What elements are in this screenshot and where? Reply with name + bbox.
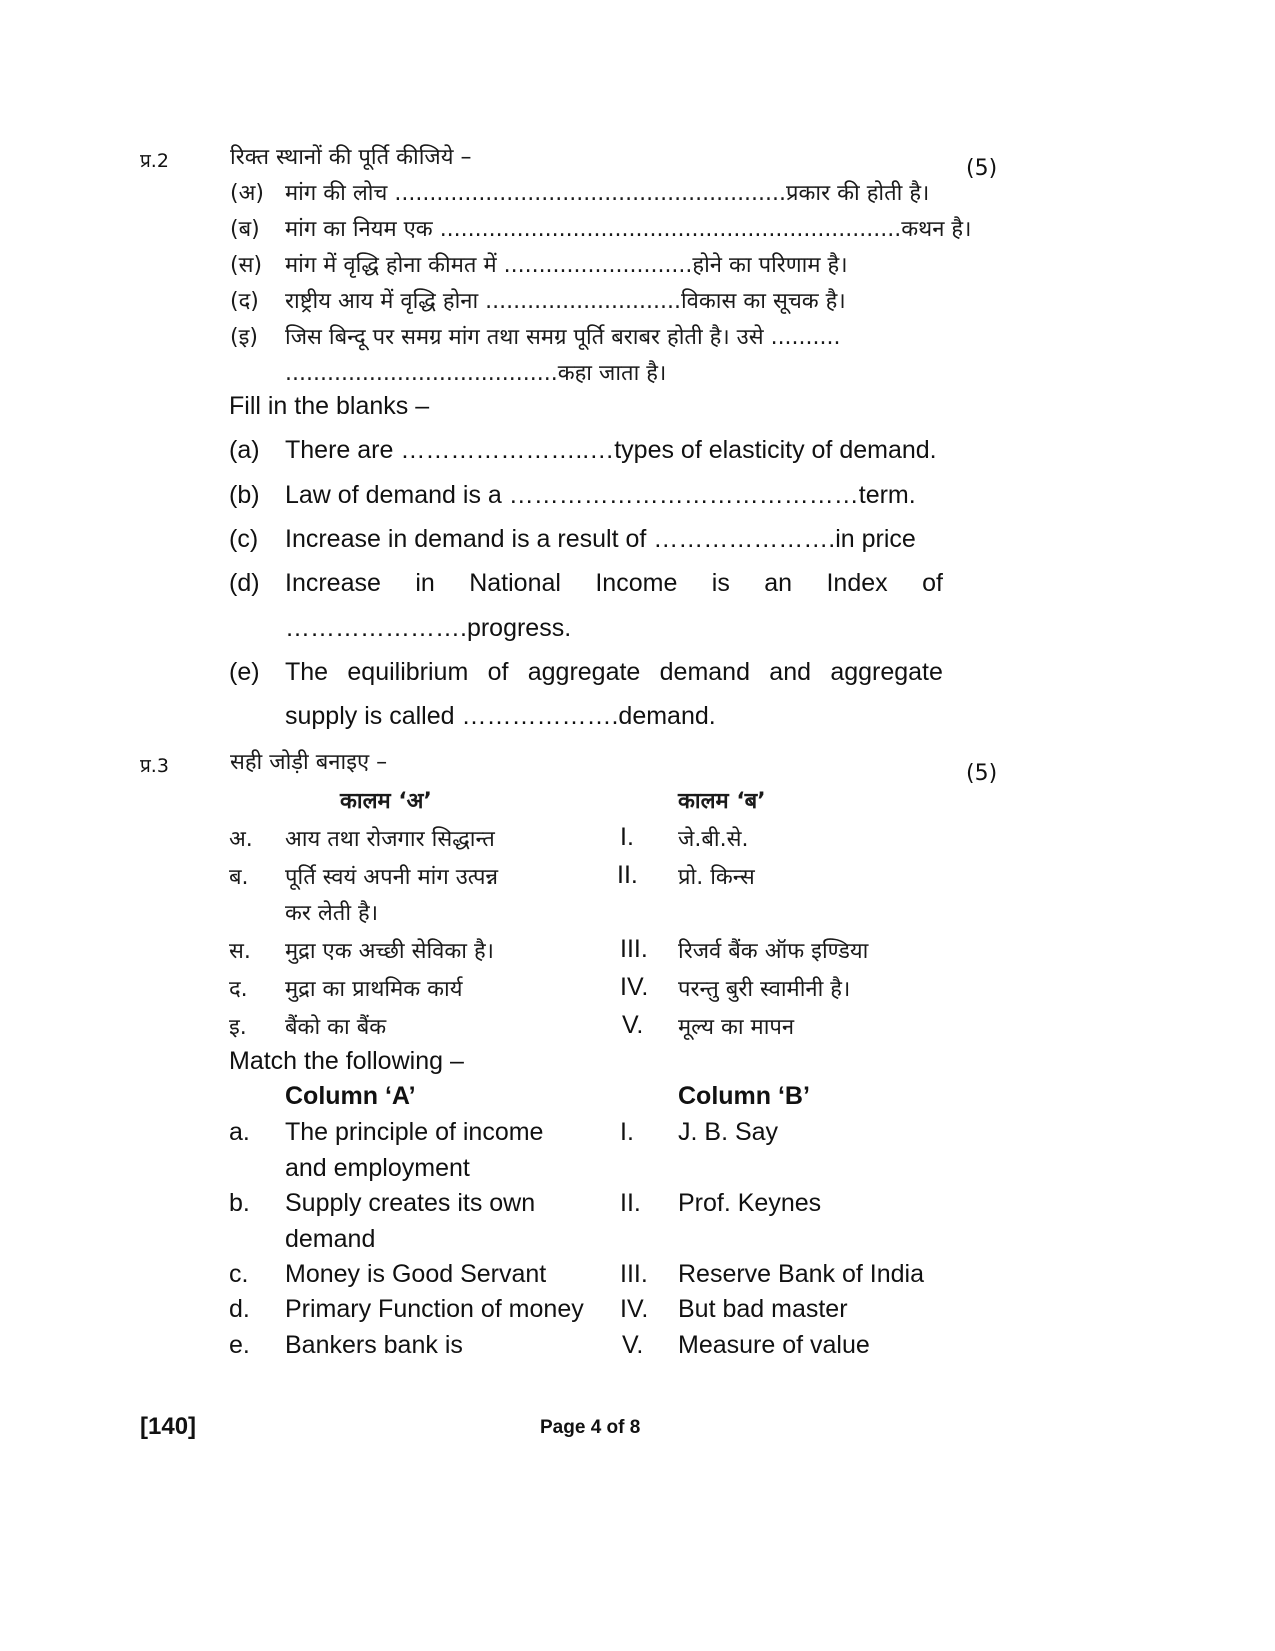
match-item-a-continued: demand bbox=[285, 1225, 376, 1253]
hindi-item-label: (द) bbox=[230, 289, 259, 314]
word: and bbox=[769, 658, 812, 686]
hindi-item-text: मांग में वृद्धि होना कीमत में ...........................होने का परिणाम है। bbox=[285, 253, 848, 278]
match-item-b: Measure of value bbox=[678, 1331, 870, 1359]
word: of bbox=[487, 658, 509, 686]
match-item-a: पूर्ति स्वयं अपनी मांग उत्पन्न bbox=[285, 865, 499, 890]
english-instruction: Fill in the blanks – bbox=[229, 392, 430, 420]
english-instruction: Match the following – bbox=[229, 1047, 464, 1075]
match-item-a-continued: and employment bbox=[285, 1154, 470, 1182]
match-label-b: V. bbox=[622, 1331, 644, 1359]
match-label-a: द. bbox=[229, 977, 248, 1002]
word: an bbox=[764, 569, 793, 597]
english-item-label: (e) bbox=[229, 658, 260, 686]
match-item-a: Bankers bank is bbox=[285, 1331, 463, 1359]
match-label-a: ब. bbox=[229, 865, 249, 890]
match-item-a: मुद्रा एक अच्छी सेविका है। bbox=[285, 939, 495, 964]
hindi-item-text-continued: .......................................कहा जाता है। bbox=[285, 361, 667, 386]
hindi-item-text: राष्ट्रीय आय में वृद्धि होना ............................विकास का सूचक है। bbox=[285, 289, 846, 314]
hindi-instruction: सही जोड़ी बनाइए – bbox=[230, 750, 388, 775]
word: Index bbox=[826, 569, 888, 597]
question-number: प्र.3 bbox=[140, 755, 169, 777]
english-item-label: (a) bbox=[229, 436, 260, 464]
match-label-a: a. bbox=[229, 1118, 250, 1146]
word: The bbox=[285, 658, 329, 686]
english-item-label: (d) bbox=[229, 569, 260, 597]
english-item-text bbox=[285, 569, 943, 598]
match-label-b: III. bbox=[620, 1260, 648, 1288]
word: in bbox=[415, 569, 435, 597]
match-item-b: परन्तु बुरी स्वामीनी है। bbox=[678, 977, 851, 1002]
word: Increase bbox=[285, 569, 381, 597]
word: Income bbox=[595, 569, 678, 597]
match-label-a: स. bbox=[229, 939, 251, 964]
match-item-a: मुद्रा का प्राथमिक कार्य bbox=[285, 977, 463, 1002]
question-number: प्र.2 bbox=[140, 150, 169, 172]
english-column-b-header: Column ‘B’ bbox=[678, 1082, 810, 1110]
match-item-b: प्रो. किन्स bbox=[678, 865, 755, 890]
match-item-b: Reserve Bank of India bbox=[678, 1260, 924, 1288]
match-label-b: V. bbox=[622, 1011, 644, 1039]
english-column-a-header: Column ‘A’ bbox=[285, 1082, 416, 1110]
paper-code: [140] bbox=[140, 1413, 197, 1440]
match-label-b: I. bbox=[620, 1118, 634, 1146]
word: aggregate bbox=[830, 658, 943, 686]
hindi-item-text: मांग का नियम एक ..................................................................कथन है। bbox=[285, 217, 972, 242]
hindi-column-b-header: कालम ‘ब’ bbox=[678, 789, 766, 814]
word: is bbox=[711, 569, 730, 597]
match-item-b: जे.बी.से. bbox=[678, 827, 749, 852]
page-number: Page 4 of 8 bbox=[540, 1417, 641, 1438]
word: aggregate bbox=[527, 658, 641, 686]
match-item-a: Primary Function of money bbox=[285, 1295, 584, 1323]
hindi-instruction: रिक्त स्थानों की पूर्ति कीजिये – bbox=[230, 145, 472, 170]
match-item-a: The principle of income bbox=[285, 1118, 544, 1146]
english-item-label: (c) bbox=[229, 525, 259, 553]
word: of bbox=[922, 569, 943, 597]
match-item-a: आय तथा रोजगार सिद्धान्त bbox=[285, 827, 495, 852]
hindi-item-label: (ब) bbox=[230, 217, 260, 242]
word: demand bbox=[659, 658, 750, 686]
match-item-a-continued: कर लेती है। bbox=[285, 901, 379, 926]
match-item-b: But bad master bbox=[678, 1295, 848, 1323]
match-label-a: b. bbox=[229, 1189, 250, 1217]
english-item-text: There are …………………..…types of elasticity of demand. bbox=[285, 436, 937, 464]
match-label-b: I. bbox=[620, 823, 634, 851]
english-item-text-continued: supply is called ……………….demand. bbox=[285, 702, 716, 730]
question-marks: (5) bbox=[966, 156, 998, 181]
match-label-a: अ. bbox=[229, 827, 253, 852]
match-label-a: d. bbox=[229, 1295, 250, 1323]
question-marks: (5) bbox=[966, 761, 998, 786]
english-item-text: Law of demand is a ……………………………………term. bbox=[285, 481, 916, 509]
english-item-text bbox=[285, 658, 943, 687]
english-item-label: (b) bbox=[229, 481, 260, 509]
match-item-b: रिजर्व बैंक ऑफ इण्डिया bbox=[678, 939, 869, 964]
match-item-b: मूल्य का मापन bbox=[678, 1015, 795, 1040]
match-item-b: J. B. Say bbox=[678, 1118, 779, 1146]
match-label-b: III. bbox=[620, 935, 648, 963]
hindi-item-label: (इ) bbox=[230, 325, 258, 350]
match-item-a: बैंको का बैंक bbox=[285, 1015, 387, 1040]
word: National bbox=[469, 569, 561, 597]
match-label-a: इ. bbox=[229, 1015, 247, 1040]
match-item-a: Money is Good Servant bbox=[285, 1260, 547, 1288]
hindi-item-text: मांग की लोच ........................................................प्रकार की होती है। bbox=[285, 181, 930, 206]
hindi-item-label: (अ) bbox=[230, 181, 264, 206]
match-label-a: c. bbox=[229, 1260, 249, 1288]
word: equilibrium bbox=[347, 658, 469, 686]
match-label-b: II. bbox=[617, 861, 638, 889]
match-label-a: e. bbox=[229, 1331, 250, 1359]
match-item-b: Prof. Keynes bbox=[678, 1189, 822, 1217]
match-label-b: IV. bbox=[620, 973, 649, 1001]
match-item-a: Supply creates its own bbox=[285, 1189, 536, 1217]
hindi-column-a-header: कालम ‘अ’ bbox=[340, 789, 432, 814]
match-label-b: IV. bbox=[620, 1295, 649, 1323]
english-item-text: Increase in demand is a result of ………………….in price bbox=[285, 525, 916, 553]
hindi-item-label: (स) bbox=[230, 253, 263, 278]
hindi-item-text: जिस बिन्दू पर समग्र मांग तथा समग्र पूर्ति बराबर होती है। उसे .......... bbox=[285, 325, 841, 350]
match-label-b: II. bbox=[620, 1189, 641, 1217]
english-item-text-continued: ………………….progress. bbox=[285, 614, 572, 642]
